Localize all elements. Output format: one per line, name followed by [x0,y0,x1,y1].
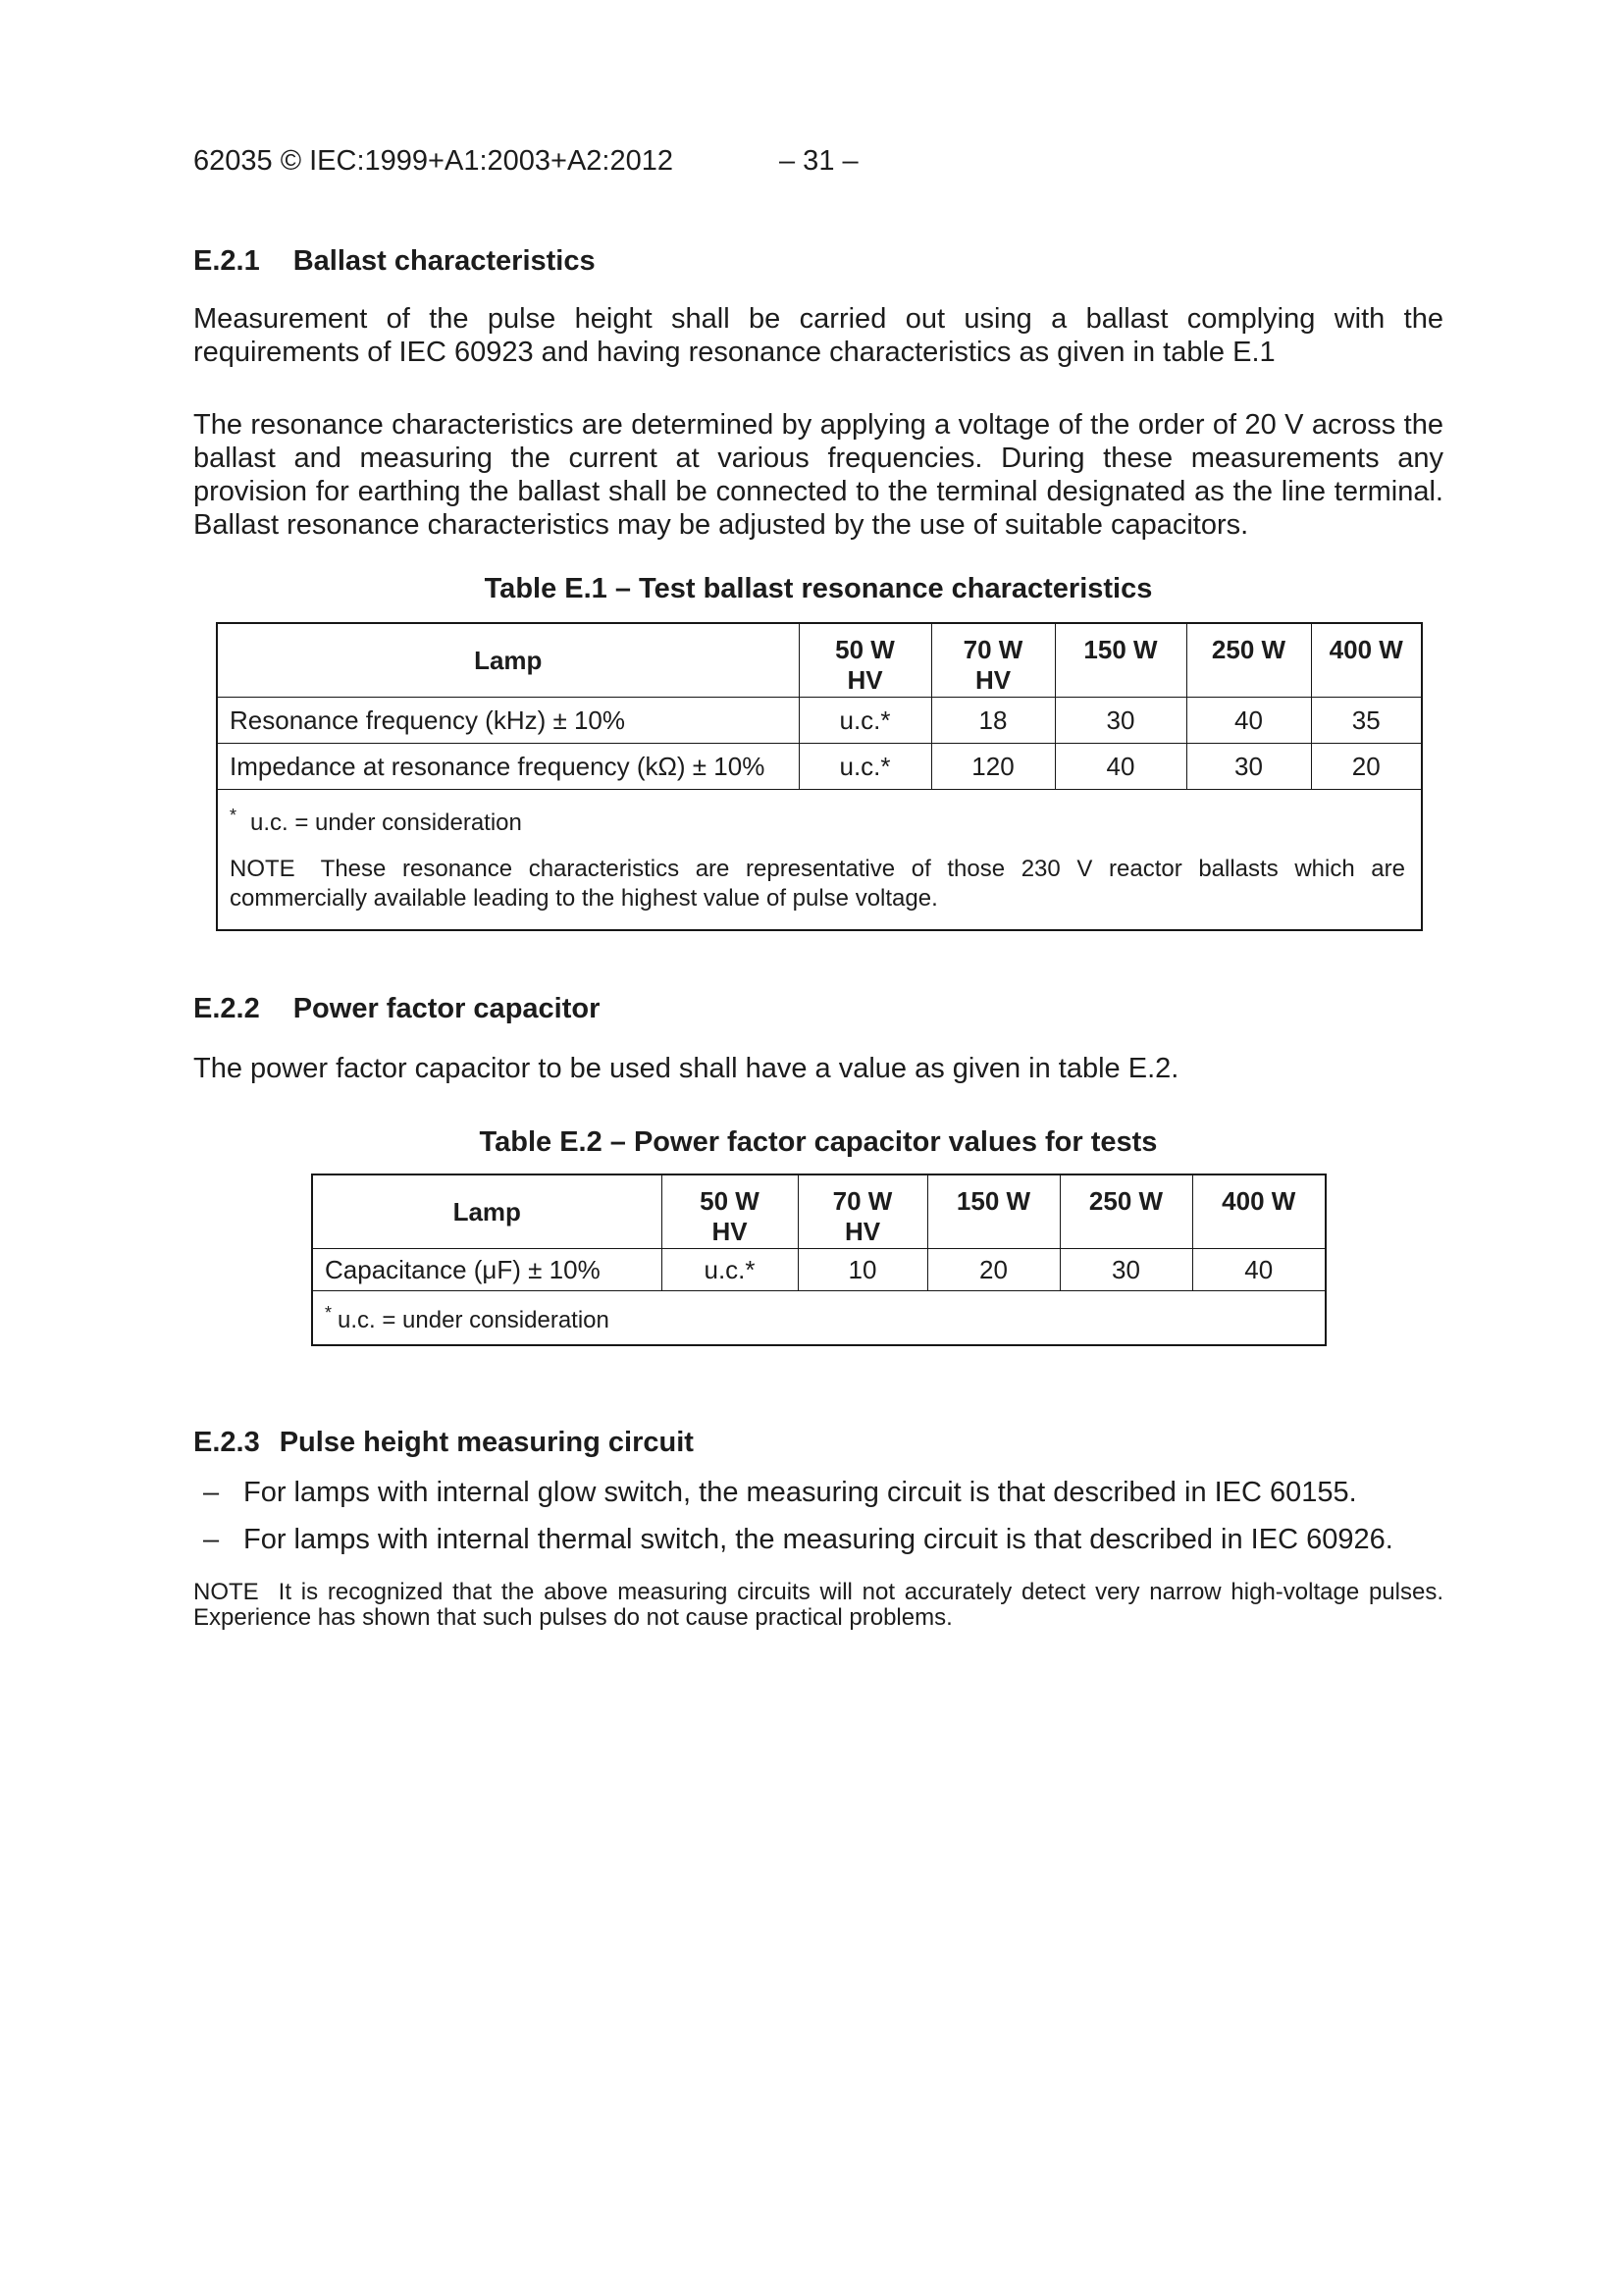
list-item [193,1523,1443,1556]
table-e1 [216,622,1423,931]
note-text: It is recognized that the above measuring circuits will not accurately detect very narrow high-voltage pulses. Experience has shown that such pulses do not cause practical problems. [193,1579,1443,1631]
dash-marker: – [203,1477,220,1508]
cell: 35 [1311,698,1422,744]
table-e2-col-400w: 400 W [1192,1174,1326,1249]
table-e2-col-150w: 150 W [927,1174,1060,1249]
table-e2-header-row [312,1174,1326,1249]
section-number: E.2.1 [193,245,260,277]
footnote-marker: * [230,806,237,825]
section-heading-e22 [193,993,1443,1025]
section-number: E.2.3 [193,1427,260,1458]
cell: 40 [1055,744,1186,790]
note-e23 [193,1580,1443,1631]
table-e2-lamp-header: Lamp [312,1174,661,1249]
table-e1-col-150w: 150 W [1055,623,1186,698]
section-number: E.2.2 [193,993,260,1024]
table-e2-footnote-cell [312,1291,1326,1346]
footnote-marker: * [325,1303,333,1323]
table-e1-note: NOTE These resonance characteristics are representative of those 230 V reactor ballasts which are commercially available leading to the highest value of pulse voltage. [230,856,1405,912]
paragraph-e21-2: The resonance characteristics are determined by applying a voltage of the order of 20 V across the ballast and measuring the current at various frequencies. During these measurements any provision for earthing the ballast shall be connected to the terminal designated as the line terminal. Ballast resonance characteristics may be adjusted by the use of suitable capacitors. [193,409,1443,541]
list-item-text: For lamps with internal thermal switch, the measuring circuit is that described in IEC 60926. [243,1524,1393,1555]
section-title: Ballast characteristics [292,245,596,277]
table-e1-col-400w: 400 W [1311,623,1422,698]
table-e1-footnote: * u.c. = under consideration [230,806,522,836]
table-e1-title: Table E.1 – Test ballast resonance characteristics [484,573,1153,604]
table-e2-col-50w: 50 W HV [661,1174,798,1249]
cell: 18 [931,698,1055,744]
cell: 30 [1186,744,1311,790]
table-e2-title: Table E.2 – Power factor capacitor values for tests [479,1126,1158,1158]
cell: 10 [798,1249,927,1291]
table-e1-row-impedance [217,744,1422,790]
section-heading-e23 [193,1427,1443,1459]
list-item-text: For lamps with internal glow switch, the measuring circuit is that described in IEC 60155. [243,1477,1357,1508]
paragraph-e22-1: The power factor capacitor to be used shall have a value as given in table E.2. [193,1053,1179,1084]
cell: u.c.* [799,744,931,790]
paragraph-e21-1: Measurement of the pulse height shall be carried out using a ballast complying with the requirements of IEC 60923 and having resonance characteristics as given in table E.1 [193,303,1443,368]
table-e1-col-250w: 250 W [1186,623,1311,698]
table-e2-footnote: * u.c. = under consideration [325,1303,609,1333]
section-heading-e21 [193,245,1443,278]
cell: u.c.* [661,1249,798,1291]
row-label: Impedance at resonance frequency (kΩ) ± 10% [217,744,799,790]
page-header [193,145,1443,178]
cell: u.c.* [799,698,931,744]
table-e1-header-row [217,623,1422,698]
cell: 20 [927,1249,1060,1291]
row-label: Resonance frequency (kHz) ± 10% [217,698,799,744]
section-title: Power factor capacitor [292,993,601,1024]
cell: 30 [1060,1249,1192,1291]
dash-marker: – [203,1524,220,1555]
table-e2 [311,1174,1327,1346]
cell: 40 [1192,1249,1326,1291]
table-e2-col-250w: 250 W [1060,1174,1192,1249]
table-e2-row-capacitance [312,1249,1326,1291]
document-id: 62035 © IEC:1999+A1:2003+A2:2012 [193,145,673,177]
row-label: Capacitance (μF) ± 10% [312,1249,661,1291]
table-e1-col-50w: 50 W HV [799,623,931,698]
table-e1-col-70w: 70 W HV [931,623,1055,698]
cell: 20 [1311,744,1422,790]
list-item [193,1476,1443,1509]
table-e1-row-resonance [217,698,1422,744]
table-e1-footnote-cell [217,790,1422,931]
cell: 40 [1186,698,1311,744]
cell: 30 [1055,698,1186,744]
page-number: – 31 – [779,145,859,177]
cell: 120 [931,744,1055,790]
table-e2-col-70w: 70 W HV [798,1174,927,1249]
table-e1-footnote-row [217,790,1422,931]
table-e2-footnote-row [312,1291,1326,1346]
note-label: NOTE [193,1579,259,1605]
note-label: NOTE [230,856,295,882]
table-e1-lamp-header: Lamp [217,623,799,698]
section-title: Pulse height measuring circuit [279,1427,694,1458]
